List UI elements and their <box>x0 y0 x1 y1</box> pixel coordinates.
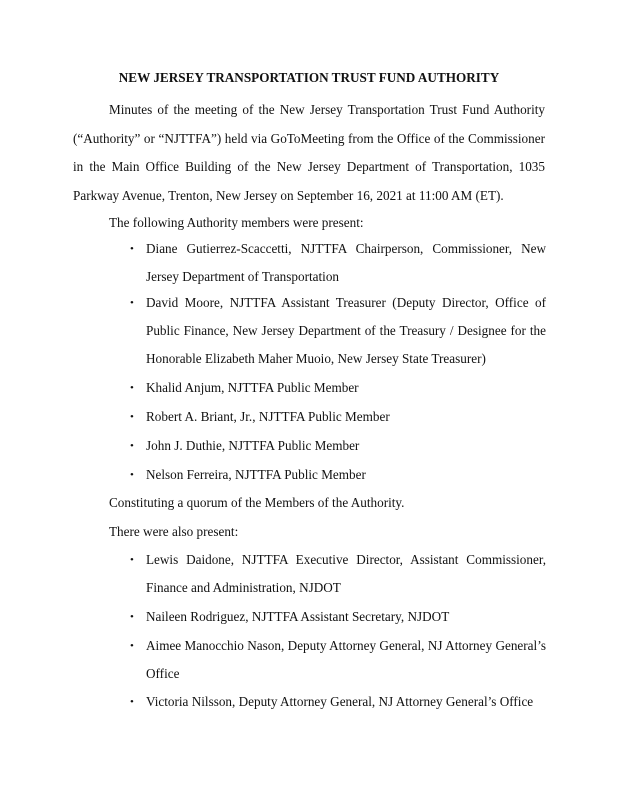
list-item <box>130 461 546 489</box>
intro-paragraph: Minutes of the meeting of the New Jersey Transportation Trust Fund Authority (“Authority” or “NJTTFA”) held via GoToMeeting from the Office of the Commissioner in the Main Office Building of the New Jersey Department of Transportation, 1035 Parkway Avenue, Trenton, New Jersey on September 16, 2021 at 11:00 AM (ET). <box>73 102 545 203</box>
bullet-icon: • <box>130 297 134 309</box>
document-title: NEW JERSEY TRANSPORTATION TRUST FUND AUTHORITY <box>118 70 500 85</box>
quorum-statement: Constituting a quorum of the Members of the Authority. <box>109 495 405 510</box>
attendee-text: Aimee Manocchio Nason, Deputy Attorney General, NJ Attorney General’s Office <box>146 638 546 681</box>
member-text: Robert A. Briant, Jr., NJTTFA Public Member <box>146 409 390 424</box>
member-text: John J. Duthie, NJTTFA Public Member <box>146 438 360 453</box>
list-item <box>130 403 546 431</box>
bullet-icon: • <box>130 640 134 652</box>
list-item <box>130 603 546 631</box>
list-item <box>130 688 546 716</box>
list-item <box>130 546 546 602</box>
bullet-icon: • <box>130 243 134 255</box>
list-item <box>130 289 546 373</box>
list-item <box>130 235 546 291</box>
attendee-text: Lewis Daidone, NJTTFA Executive Director, Assistant Commissioner, Finance and Administration, NJDOT <box>146 552 546 595</box>
bullet-icon: • <box>130 469 134 481</box>
attendee-text: Victoria Nilsson, Deputy Attorney General, NJ Attorney General’s Office <box>146 694 534 709</box>
member-text: Diane Gutierrez-Scaccetti, NJTTFA Chairperson, Commissioner, New Jersey Department of Transportation <box>146 241 546 284</box>
bullet-icon: • <box>130 696 134 708</box>
member-text: Nelson Ferreira, NJTTFA Public Member <box>146 467 366 482</box>
list-item <box>130 432 546 460</box>
list-item <box>130 632 546 688</box>
members-heading: The following Authority members were present: <box>109 215 364 230</box>
also-present-heading: There were also present: <box>109 524 239 539</box>
bullet-icon: • <box>130 554 134 566</box>
bullet-icon: • <box>130 440 134 452</box>
bullet-icon: • <box>130 611 134 623</box>
bullet-icon: • <box>130 382 134 394</box>
bullet-icon: • <box>130 411 134 423</box>
member-text: Khalid Anjum, NJTTFA Public Member <box>146 380 359 395</box>
member-text: David Moore, NJTTFA Assistant Treasurer (Deputy Director, Office of Public Finance, New Jersey Department of the Treasury / Designee for the Honorable Elizabeth Maher Muoio, New Jersey State Treasurer) <box>146 295 546 366</box>
list-item <box>130 374 546 402</box>
attendee-text: Naileen Rodriguez, NJTTFA Assistant Secretary, NJDOT <box>146 609 450 624</box>
